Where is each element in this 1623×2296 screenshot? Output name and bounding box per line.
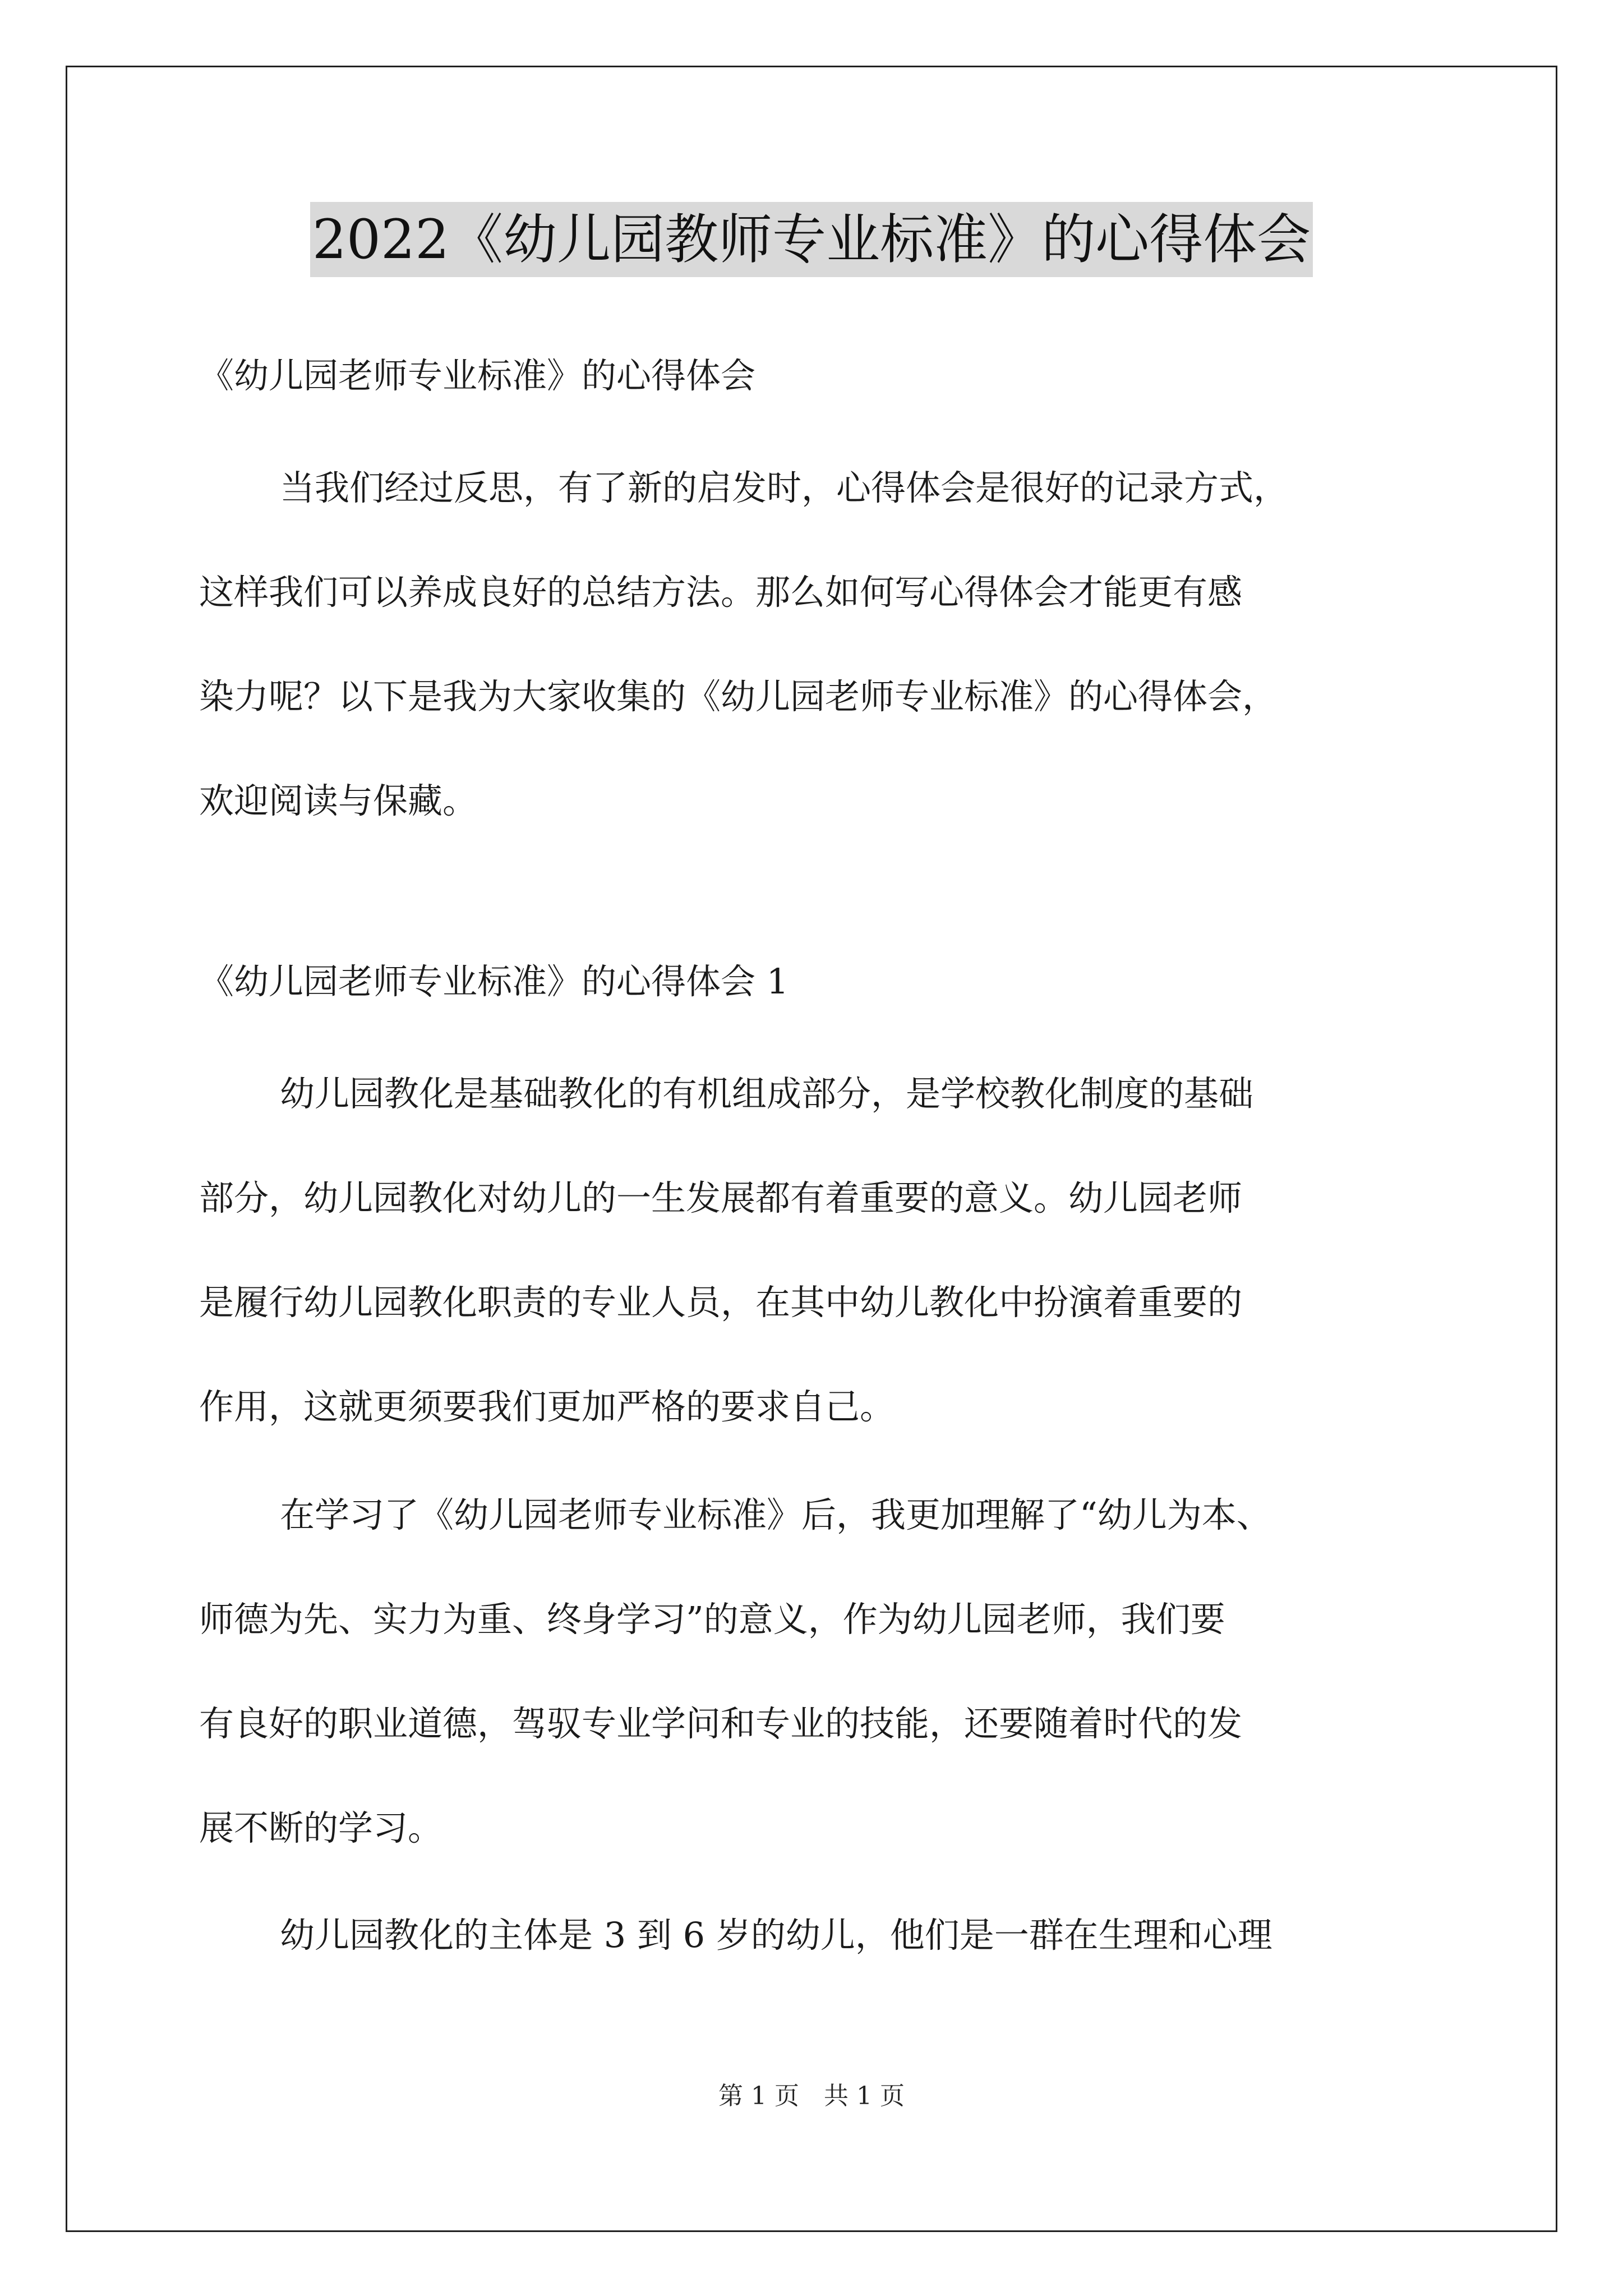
text-line: 作用，这就更须要我们更加严格的要求自己。	[199, 1386, 895, 1427]
paragraph-3	[199, 1883, 1433, 1987]
text-line: 师德为先、实力为重、终身学习”的意义，作为幼儿园老师，我们要	[199, 1599, 1225, 1640]
text-line: 在学习了《幼儿园老师专业标准》后，我更加理解了“幼儿为本、	[280, 1494, 1271, 1535]
text-line: 展不断的学习。	[199, 1807, 443, 1848]
text-line: 这样我们可以养成良好的总结方法。那么如何写心得体会才能更有感	[199, 572, 1243, 613]
section-heading: 《幼儿园老师专业标准》的心得体会 1	[199, 961, 789, 1002]
text-line: 是履行幼儿园教化职责的专业人员，在其中幼儿教化中扮演着重要的	[199, 1282, 1243, 1323]
text-line: 染力呢？以下是我为大家收集的《幼儿园老师专业标准》的心得体会，	[199, 676, 1278, 717]
intro-paragraph	[199, 436, 1433, 853]
text-line: 当我们经过反思，有了新的启发时，心得体会是很好的记录方式，	[280, 467, 1289, 508]
text-line: 部分，幼儿园教化对幼儿的一生发展都有着重要的意义。幼儿园老师	[199, 1177, 1243, 1218]
text-line: 幼儿园教化的主体是 3 到 6 岁的幼儿，他们是一群在生理和心理	[280, 1915, 1272, 1955]
text-line: 欢迎阅读与保藏。	[199, 780, 478, 821]
title-container	[0, 202, 1623, 277]
page-footer: 第 1 页 共 1 页	[718, 2082, 905, 2110]
document-title: 2022《幼儿园教师专业标准》的心得体会	[310, 202, 1313, 277]
paragraph-1	[199, 1042, 1433, 1459]
document-subtitle: 《幼儿园老师专业标准》的心得体会	[199, 355, 756, 396]
text-line: 幼儿园教化是基础教化的有机组成部分，是学校教化制度的基础	[280, 1073, 1254, 1114]
paragraph-2	[199, 1463, 1433, 1880]
text-line: 有良好的职业道德，驾驭专业学问和专业的技能，还要随着时代的发	[199, 1703, 1243, 1744]
